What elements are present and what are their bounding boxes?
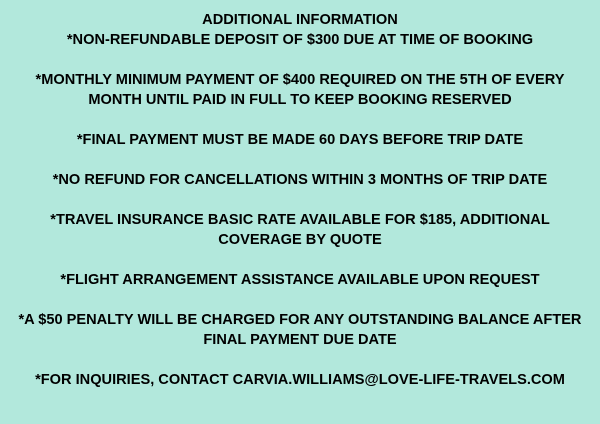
spacer (0, 150, 600, 170)
item-penalty-line-1: *A $50 PENALTY WILL BE CHARGED FOR ANY OUTSTANDING BALANCE AFTER (18, 312, 582, 328)
item-monthly-payment-line-2: MONTH UNTIL PAID IN FULL TO KEEP BOOKING RESERVED (88, 92, 512, 108)
spacer (0, 50, 600, 70)
item-travel-insurance-line-2: COVERAGE BY QUOTE (218, 232, 382, 248)
spacer (0, 250, 600, 270)
spacer (0, 350, 600, 370)
item-final-payment: *FINAL PAYMENT MUST BE MADE 60 DAYS BEFORE TRIP DATE (76, 132, 524, 148)
item-monthly-payment-line-1: *MONTHLY MINIMUM PAYMENT OF $400 REQUIRED ON THE 5TH OF EVERY (35, 72, 565, 88)
item-inquiries-contact: *FOR INQUIRIES, CONTACT CARVIA.WILLIAMS@LOVE-LIFE-TRAVELS.COM (35, 372, 565, 388)
item-travel-insurance-line-1: *TRAVEL INSURANCE BASIC RATE AVAILABLE FOR $185, ADDITIONAL (50, 212, 550, 228)
item-no-refund: *NO REFUND FOR CANCELLATIONS WITHIN 3 MONTHS OF TRIP DATE (52, 172, 548, 188)
item-deposit: *NON-REFUNDABLE DEPOSIT OF $300 DUE AT TIME OF BOOKING (66, 32, 534, 48)
item-penalty-line-2: FINAL PAYMENT DUE DATE (203, 332, 397, 348)
section-title: ADDITIONAL INFORMATION (202, 12, 398, 28)
spacer (0, 290, 600, 310)
item-flight-arrangement: *FLIGHT ARRANGEMENT ASSISTANCE AVAILABLE UPON REQUEST (60, 272, 540, 288)
spacer (0, 190, 600, 210)
spacer (0, 110, 600, 130)
